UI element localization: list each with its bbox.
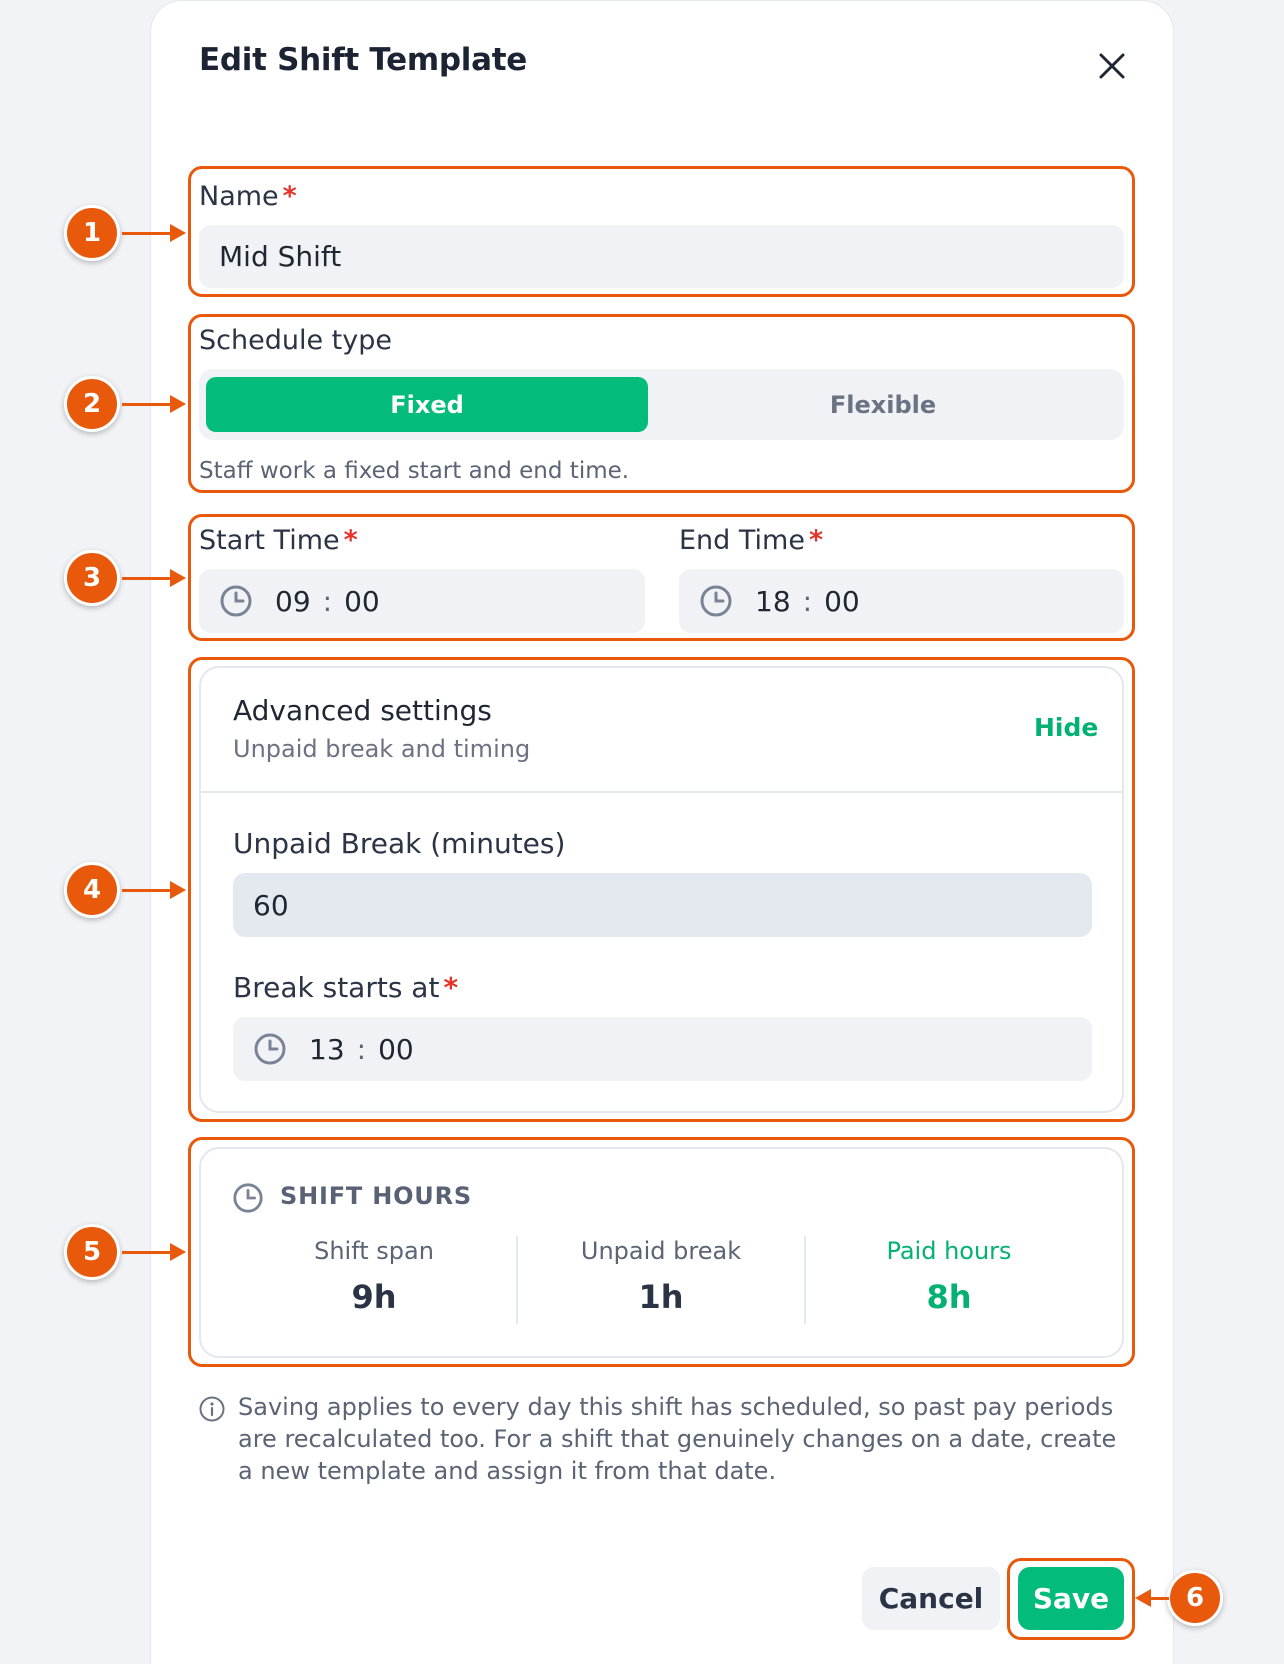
paid-hours-label: Paid hours	[886, 1237, 1012, 1265]
start-time-hour[interactable]: 09	[275, 584, 311, 618]
callout-badge-3: 3	[64, 550, 120, 606]
callout-arrow-6	[1139, 1597, 1169, 1600]
end-time-input[interactable]	[679, 569, 1124, 633]
name-input[interactable]	[199, 225, 1124, 288]
shift-hours-title: SHIFT HOURS	[280, 1182, 472, 1210]
end-time-hour[interactable]: 18	[755, 584, 791, 618]
clock-icon	[699, 584, 733, 618]
info-icon	[198, 1395, 226, 1423]
unpaid-break-label: Unpaid Break (minutes)	[233, 827, 566, 860]
end-time-minute[interactable]: 00	[824, 584, 860, 618]
unpaid-break-stat-label: Unpaid break	[580, 1237, 742, 1265]
time-separator: :	[356, 1032, 367, 1066]
shift-span-label: Shift span	[314, 1237, 434, 1265]
schedule-type-flexible-option[interactable]: Flexible	[829, 390, 937, 419]
start-time-input[interactable]	[199, 569, 645, 633]
break-start-hour[interactable]: 13	[309, 1032, 345, 1066]
dialog-title: Edit Shift Template	[199, 42, 527, 78]
callout-badge-6: 6	[1167, 1570, 1223, 1626]
unpaid-break-stat-value: 1h	[638, 1278, 684, 1316]
break-start-minute[interactable]: 00	[378, 1032, 414, 1066]
callout-arrow-5	[122, 1251, 182, 1254]
advanced-divider	[201, 791, 1122, 793]
unpaid-break-input[interactable]	[233, 873, 1092, 937]
time-separator: :	[322, 584, 333, 618]
clock-icon	[219, 584, 253, 618]
hide-advanced-link[interactable]: Hide	[1034, 713, 1099, 742]
clock-icon	[232, 1182, 264, 1214]
callout-arrow-2	[122, 403, 182, 406]
start-time-minute[interactable]: 00	[344, 584, 380, 618]
callout-arrow-3	[122, 577, 182, 580]
callout-arrow-1	[122, 232, 182, 235]
end-time-label: End Time *	[679, 525, 824, 556]
callout-badge-2: 2	[64, 376, 120, 432]
advanced-settings-title: Advanced settings	[233, 694, 492, 727]
break-start-input[interactable]	[233, 1017, 1092, 1081]
name-label: Name *	[199, 181, 297, 212]
required-marker: *	[443, 971, 459, 1004]
required-marker: *	[343, 525, 358, 556]
schedule-type-hint: Staff work a fixed start and end time.	[199, 458, 630, 484]
required-marker: *	[808, 525, 824, 556]
required-marker: *	[282, 181, 297, 212]
callout-badge-4: 4	[64, 862, 120, 918]
break-start-label: Break starts at *	[233, 971, 459, 1004]
time-separator: :	[802, 584, 813, 618]
close-button[interactable]	[1090, 44, 1134, 88]
paid-hours-value: 8h	[926, 1278, 972, 1316]
callout-arrow-4	[122, 889, 182, 892]
schedule-type-label: Schedule type	[199, 325, 392, 356]
close-icon	[1097, 51, 1127, 81]
unpaid-break-value: 60	[253, 888, 289, 922]
cancel-button[interactable]: Cancel	[862, 1567, 1000, 1630]
start-time-label: Start Time *	[199, 525, 358, 556]
schedule-type-toggle	[199, 369, 1124, 440]
save-button[interactable]: Save	[1018, 1567, 1124, 1630]
schedule-type-fixed-option[interactable]: Fixed	[206, 377, 648, 432]
name-input-value: Mid Shift	[219, 240, 342, 273]
shift-span-value: 9h	[351, 1278, 397, 1316]
clock-icon	[253, 1032, 287, 1066]
save-warning-note: Saving applies to every day this shift has scheduled, so past pay periods are recalculated too. For a shift that genuinely changes on a date, create a new template and assign it from that date.	[238, 1393, 1117, 1485]
callout-badge-1: 1	[64, 205, 120, 261]
callout-badge-5: 5	[64, 1224, 120, 1280]
advanced-settings-subtitle: Unpaid break and timing	[233, 735, 531, 763]
